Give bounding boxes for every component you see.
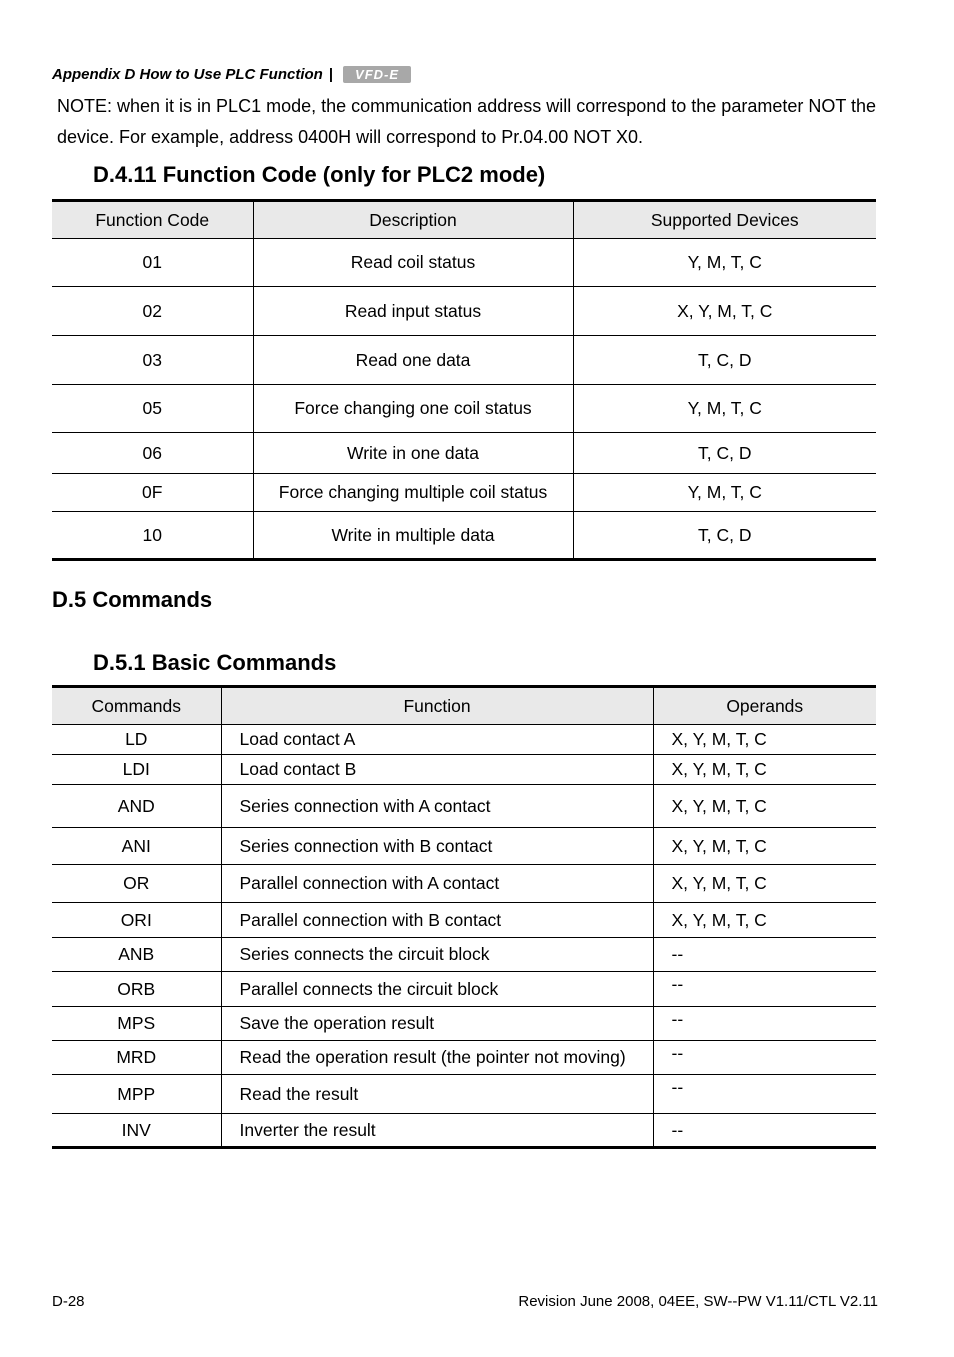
operands-cell: X, Y, M, T, C <box>653 785 876 828</box>
description-cell: Write in one data <box>253 433 573 474</box>
table-row <box>52 239 876 287</box>
table-header-row <box>52 201 876 239</box>
table-row <box>52 1007 876 1041</box>
function-cell: Inverter the result <box>221 1114 653 1148</box>
operands-cell: -- <box>653 1041 876 1075</box>
table-row <box>52 433 876 474</box>
section-d5-heading: D.5 Commands <box>52 587 213 612</box>
command-cell: LDI <box>52 755 221 785</box>
revision-info: Revision June 2008, 04EE, SW--PW V1.11/CTL V2.11 <box>518 1293 878 1310</box>
function-cell: Parallel connection with A contact <box>221 865 653 903</box>
operands-cell: -- <box>653 972 876 1007</box>
operands-cell: -- <box>653 1075 876 1114</box>
devices-cell: T, C, D <box>573 512 876 560</box>
table-row <box>52 972 876 1007</box>
page-number: D-28 <box>52 1293 85 1310</box>
function-cell: Parallel connects the circuit block <box>221 972 653 1007</box>
table-row <box>52 865 876 903</box>
function-cell: Save the operation result <box>221 1007 653 1041</box>
function-cell: Series connection with A contact <box>221 785 653 828</box>
operands-cell: X, Y, M, T, C <box>653 903 876 938</box>
table-row <box>52 287 876 336</box>
description-cell: Force changing multiple coil status <box>253 474 573 512</box>
command-cell: MPP <box>52 1075 221 1114</box>
function-code-cell: 02 <box>52 287 253 336</box>
plc1-note: NOTE: when it is in PLC1 mode, the communication address will correspond to the parameter NOT the device. For example, address 0400H will correspond to Pr.04.00 NOT X0. <box>57 96 877 147</box>
table-header-row <box>52 687 876 725</box>
function-code-cell: 03 <box>52 336 253 385</box>
table-row <box>52 1041 876 1075</box>
description-cell: Read input status <box>253 287 573 336</box>
command-cell: ANI <box>52 828 221 865</box>
devices-cell: T, C, D <box>573 336 876 385</box>
column-header: Supported Devices <box>573 201 876 239</box>
table-row <box>52 385 876 433</box>
command-cell: ORB <box>52 972 221 1007</box>
command-cell: MRD <box>52 1041 221 1075</box>
table-row <box>52 1075 876 1114</box>
operands-cell: X, Y, M, T, C <box>653 725 876 755</box>
operands-cell: -- <box>653 1007 876 1041</box>
description-cell: Force changing one coil status <box>253 385 573 433</box>
devices-cell: X, Y, M, T, C <box>573 287 876 336</box>
function-cell: Load contact A <box>221 725 653 755</box>
table-row <box>52 828 876 865</box>
column-header: Commands <box>52 687 221 725</box>
function-cell: Read the operation result (the pointer not moving) <box>221 1041 653 1075</box>
operands-cell: X, Y, M, T, C <box>653 828 876 865</box>
column-header: Operands <box>653 687 876 725</box>
devices-cell: T, C, D <box>573 433 876 474</box>
table-row <box>52 336 876 385</box>
column-header: Function <box>221 687 653 725</box>
operands-cell: X, Y, M, T, C <box>653 755 876 785</box>
command-cell: ANB <box>52 938 221 972</box>
description-cell: Read one data <box>253 336 573 385</box>
command-cell: MPS <box>52 1007 221 1041</box>
appendix-title: Appendix D How to Use PLC Function <box>52 66 323 83</box>
function-code-cell: 06 <box>52 433 253 474</box>
column-header: Function Code <box>52 201 253 239</box>
function-cell: Series connects the circuit block <box>221 938 653 972</box>
command-cell: AND <box>52 785 221 828</box>
command-cell: OR <box>52 865 221 903</box>
table-row <box>52 725 876 755</box>
column-header: Description <box>253 201 573 239</box>
function-code-cell: 01 <box>52 239 253 287</box>
description-cell: Read coil status <box>253 239 573 287</box>
function-cell: Parallel connection with B contact <box>221 903 653 938</box>
table-row <box>52 512 876 560</box>
command-cell: ORI <box>52 903 221 938</box>
header-separator: | <box>328 66 334 83</box>
function-code-cell: 0F <box>52 474 253 512</box>
table-row <box>52 755 876 785</box>
basic-commands-table <box>52 685 876 1149</box>
devices-cell: Y, M, T, C <box>573 385 876 433</box>
table-row <box>52 903 876 938</box>
operands-cell: -- <box>653 938 876 972</box>
function-cell: Read the result <box>221 1075 653 1114</box>
devices-cell: Y, M, T, C <box>573 474 876 512</box>
table-row <box>52 938 876 972</box>
page-header <box>52 66 411 83</box>
function-cell: Series connection with B contact <box>221 828 653 865</box>
operands-cell: -- <box>653 1114 876 1148</box>
table-row <box>52 785 876 828</box>
devices-cell: Y, M, T, C <box>573 239 876 287</box>
vfd-e-logo: VFD-E <box>343 66 411 83</box>
function-code-table <box>52 199 876 561</box>
section-d411-heading: D.4.11 Function Code (only for PLC2 mode) <box>93 162 546 187</box>
table-row <box>52 1114 876 1148</box>
operands-cell: X, Y, M, T, C <box>653 865 876 903</box>
table-row <box>52 474 876 512</box>
description-cell: Write in multiple data <box>253 512 573 560</box>
function-code-cell: 05 <box>52 385 253 433</box>
command-cell: LD <box>52 725 221 755</box>
function-code-cell: 10 <box>52 512 253 560</box>
command-cell: INV <box>52 1114 221 1148</box>
section-d51-heading: D.5.1 Basic Commands <box>93 650 337 675</box>
function-cell: Load contact B <box>221 755 653 785</box>
